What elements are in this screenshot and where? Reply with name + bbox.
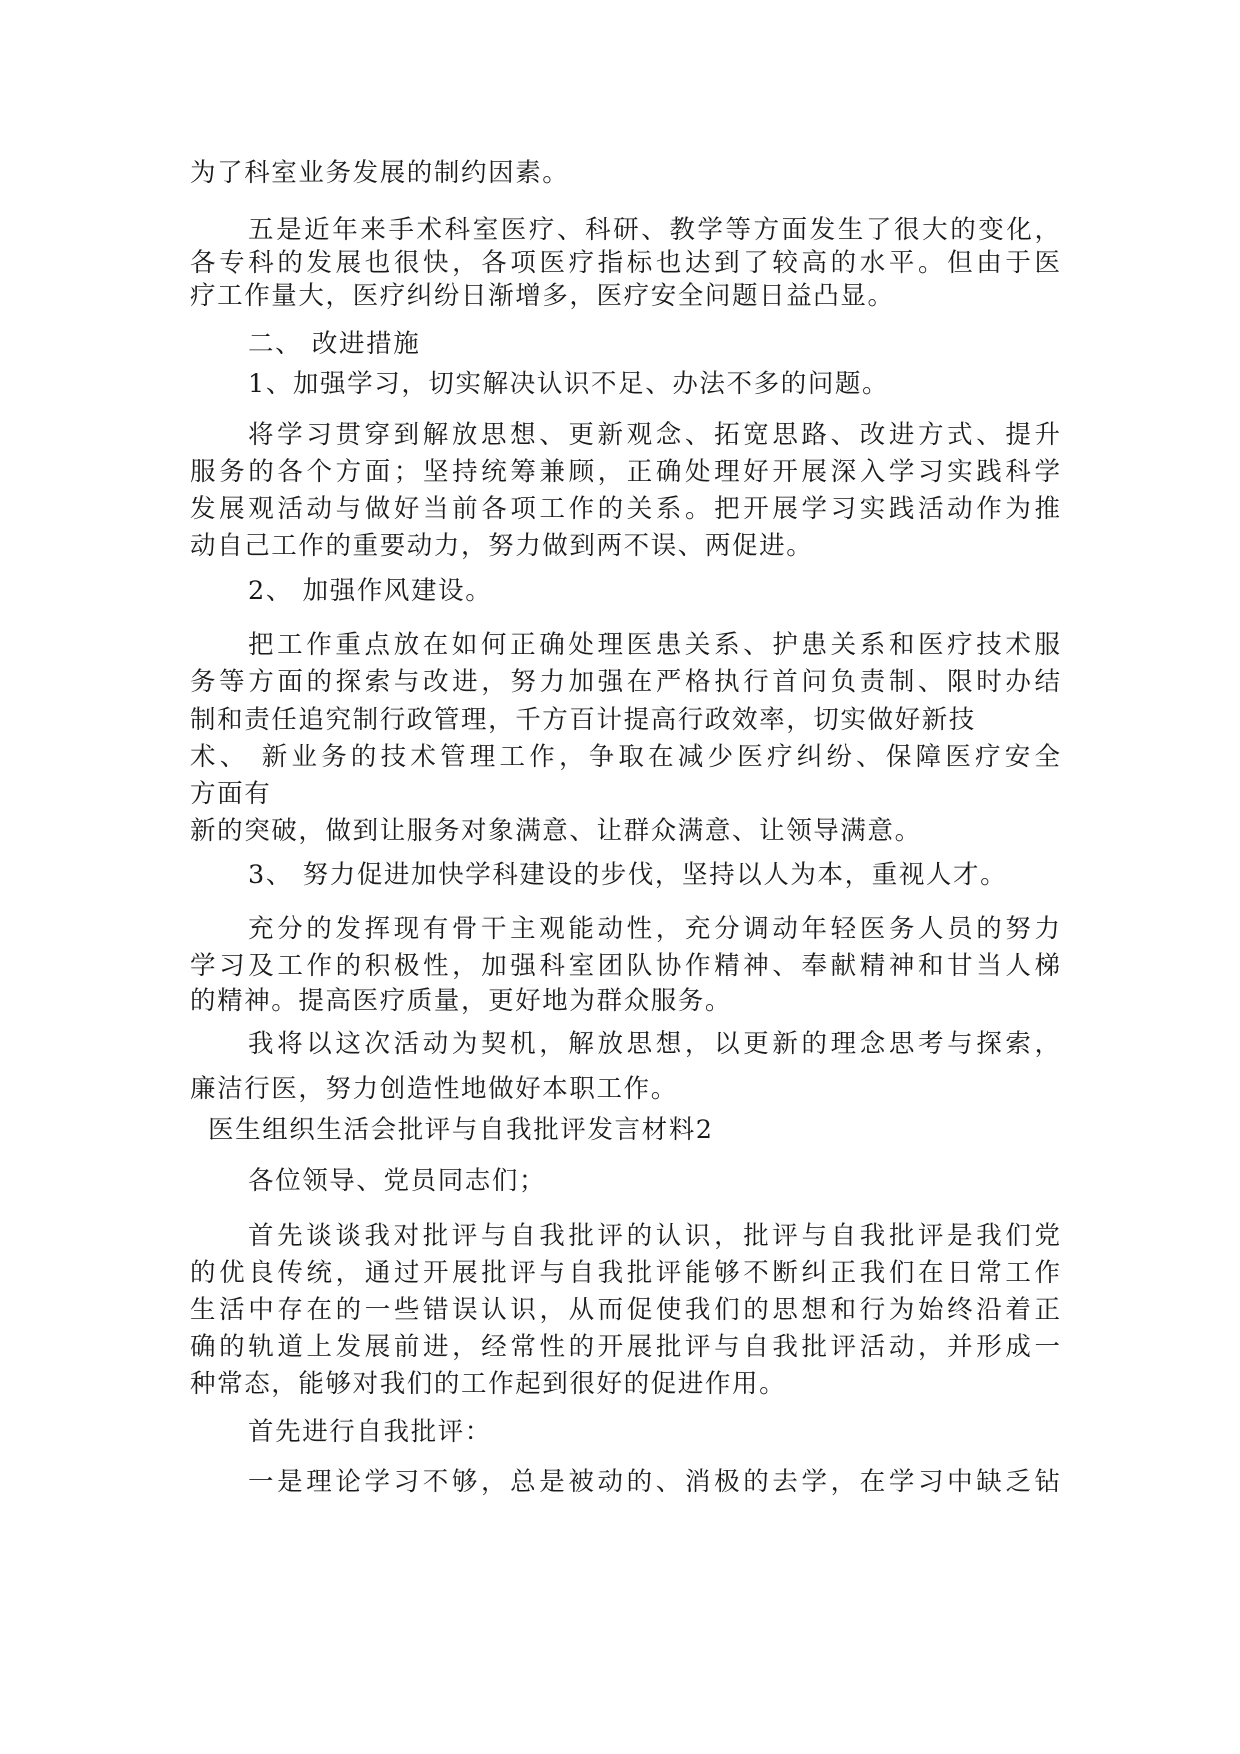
text-line: 生活中存在的一些错误认识，从而促使我们的思想和行为始终沿着正 xyxy=(190,1295,1060,1325)
text-line: 学习及工作的积极性，加强科室团队协作精神、奉献精神和甘当人梯 xyxy=(190,951,1060,981)
salutation: 各位领导、党员同志们； xyxy=(248,1166,547,1196)
text-line: 各专科的发展也很快，各项医疗指标也达到了较高的水平。但由于医 xyxy=(190,248,1060,278)
text-line: 种常态，能够对我们的工作起到很好的促进作用。 xyxy=(190,1369,787,1399)
subsection-heading: 1、加强学习，切实解决认识不足、办法不多的问题。 xyxy=(248,369,890,399)
text-line: 确的轨道上发展前进，经常性的开展批评与自我批评活动，并形成一 xyxy=(190,1332,1060,1362)
paragraph-first-line: 我将以这次活动为契机，解放思想，以更新的理念思考与探索， xyxy=(248,1029,1060,1059)
paragraph-first-line: 一是理论学习不够，总是被动的、消极的去学，在学习中缺乏钻 xyxy=(248,1467,1060,1497)
text-line: 务等方面的探索与改进，努力加强在严格执行首问负责制、限时办结 xyxy=(190,667,1060,697)
text-line: 服务的各个方面；坚持统筹兼顾，正确处理好开展深入学习实践科学 xyxy=(190,457,1060,487)
text-line: 动自己工作的重要动力，努力做到两不误、两促进。 xyxy=(190,531,814,561)
text-line: 的优良传统，通过开展批评与自我批评能够不断纠正我们在日常工作 xyxy=(190,1258,1060,1288)
text-line: 术、 新业务的技术管理工作，争取在减少医疗纠纷、保障医疗安全 xyxy=(190,742,1060,772)
paragraph-first-line: 五是近年来手术科室医疗、科研、教学等方面发生了很大的变化， xyxy=(248,215,1060,245)
subsection-heading: 2、 加强作风建设。 xyxy=(248,576,493,606)
text-line: 发展观活动与做好当前各项工作的关系。把开展学习实践活动作为推 xyxy=(190,494,1060,524)
text-line: 廉洁行医，努力创造性地做好本职工作。 xyxy=(190,1074,678,1104)
subsection-heading: 首先进行自我批评： xyxy=(248,1417,492,1447)
text-line: 新的突破，做到让服务对象满意、让群众满意、让领导满意。 xyxy=(190,816,922,846)
text-line: 的精神。提高医疗质量，更好地为群众服务。 xyxy=(190,986,733,1016)
paragraph-first-line: 充分的发挥现有骨干主观能动性，充分调动年轻医务人员的努力 xyxy=(248,914,1060,944)
text-line: 方面有 xyxy=(190,779,272,809)
subsection-heading: 3、 努力促进加快学科建设的步伐，坚持以人为本，重视人才。 xyxy=(248,860,1008,890)
paragraph-first-line: 把工作重点放在如何正确处理医患关系、护患关系和医疗技术服 xyxy=(248,630,1060,660)
paragraph-first-line: 首先谈谈我对批评与自我批评的认识，批评与自我批评是我们党 xyxy=(248,1221,1060,1251)
text-line: 疗工作量大，医疗纠纷日渐增多，医疗安全问题日益凸显。 xyxy=(190,281,895,311)
text-line: 为了科室业务发展的制约因素。 xyxy=(190,158,570,188)
text-line: 制和责任追究制行政管理，千方百计提高行政效率，切实做好新技 xyxy=(190,705,976,735)
paragraph-first-line: 将学习贯穿到解放思想、更新观念、拓宽思路、改进方式、提升 xyxy=(248,420,1060,450)
section-heading: 二、 改进措施 xyxy=(248,329,421,359)
document-title: 医生组织生活会批评与自我批评发言材料2 xyxy=(208,1115,714,1145)
